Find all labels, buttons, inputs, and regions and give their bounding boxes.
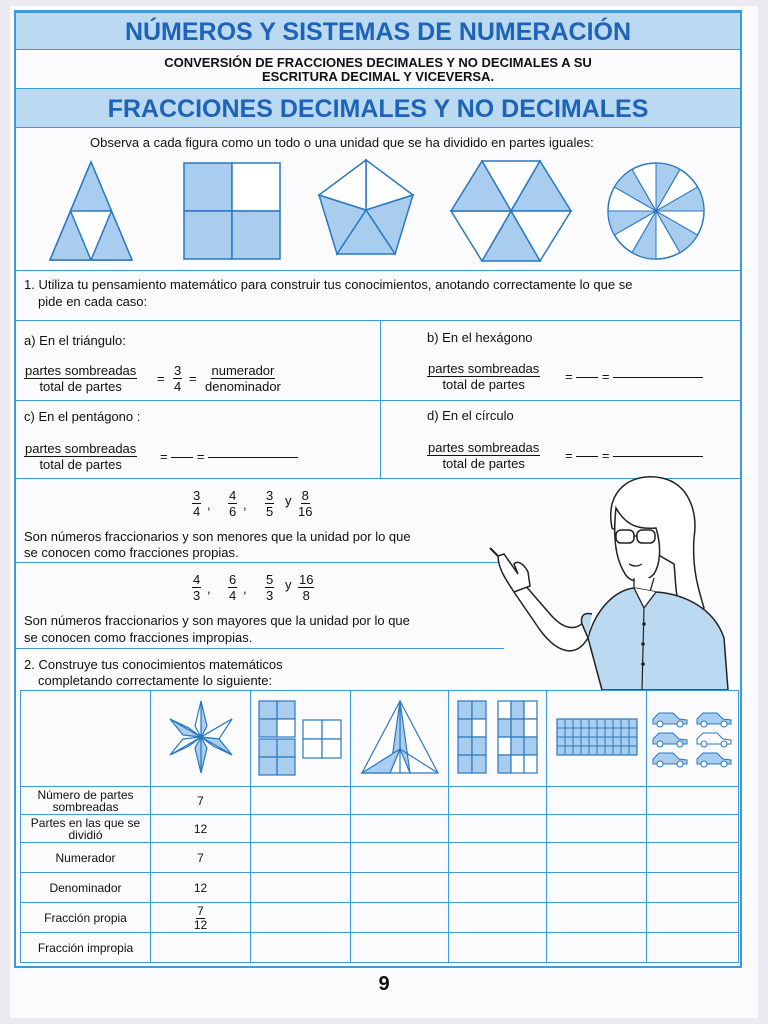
- fraction-numerator: 16: [299, 572, 314, 587]
- grid-figure-cell: [449, 691, 547, 787]
- subtitle-line-2: ESCRITURA DECIMAL Y VICEVERSA.: [261, 69, 495, 84]
- row-label-line: Número de partes: [37, 787, 134, 802]
- term-denominator: denominador: [205, 379, 281, 394]
- term-numerator: numerador: [211, 363, 275, 378]
- equals-sign: =: [157, 371, 165, 386]
- case-c-label: c) En el pentágono :: [24, 409, 141, 424]
- answer-cell[interactable]: [351, 903, 449, 933]
- example-denominator-value: 12: [151, 873, 251, 903]
- answer-cell[interactable]: [351, 815, 449, 843]
- proper-fraction-2: [228, 488, 237, 519]
- ratio-denominator: total de partes: [442, 456, 525, 471]
- answer-cell[interactable]: [351, 843, 449, 873]
- fraction-denominator: 4: [193, 504, 201, 519]
- fraction-denominator: 8: [302, 588, 310, 603]
- star-figure: [163, 699, 239, 775]
- answer-cell[interactable]: [151, 933, 251, 963]
- answer-cell[interactable]: [449, 843, 547, 873]
- exercise2-prompt-line1: 2. Construye tus conocimientos matemáticos: [24, 657, 283, 672]
- answer-cell[interactable]: [251, 873, 351, 903]
- fraction-denominator: 4: [174, 379, 182, 394]
- row-label-line: Partes en las que se: [30, 815, 141, 830]
- pyramid-figure: [360, 699, 440, 775]
- answer-cell[interactable]: [251, 787, 351, 815]
- ratio-denominator: total de partes: [39, 379, 122, 394]
- answer-cell[interactable]: [647, 933, 739, 963]
- answer-cell[interactable]: [251, 843, 351, 873]
- table-row: [21, 873, 739, 903]
- fraction-denominator: 12: [193, 917, 208, 932]
- fraction-denominator: 3: [266, 588, 274, 603]
- case-c-answer-blanks[interactable]: = =: [160, 449, 298, 464]
- answer-cell[interactable]: [547, 843, 647, 873]
- fraction-numerator: 3: [174, 363, 182, 378]
- answer-cell[interactable]: [251, 903, 351, 933]
- divider: [16, 562, 504, 563]
- improper-fraction-2: [228, 572, 237, 603]
- intro-instruction: Observa a cada figura como un todo o una unidad que se ha dividido en partes iguales:: [90, 135, 594, 150]
- row-label-improper: Fracción impropia: [21, 933, 151, 963]
- connector-y: y: [285, 493, 292, 508]
- row-label-line: sombreadas: [52, 799, 119, 814]
- case-a-fraction: [173, 363, 182, 394]
- case-b-label: b) En el hexágono: [427, 330, 533, 345]
- table-row: [21, 787, 739, 815]
- pentagon-figure: [317, 158, 415, 258]
- improper-fraction-3: [265, 572, 274, 603]
- row-label-parts: [21, 815, 151, 843]
- case-a-ratio: [24, 363, 137, 394]
- squares-figure-cell: [251, 691, 351, 787]
- improper-line-1: Son números fraccionarios y son mayores que la unidad por lo que: [24, 613, 410, 628]
- comma: ,: [207, 581, 211, 596]
- proper-fraction-4: [298, 488, 312, 519]
- answer-cell[interactable]: [547, 903, 647, 933]
- divider: [16, 648, 504, 649]
- square-figure: [183, 162, 281, 260]
- comma: ,: [207, 497, 211, 512]
- squares-figure: [257, 699, 345, 775]
- fraction-numerator: 3: [193, 488, 201, 503]
- proper-line-1: Son números fraccionarios y son menores que la unidad por lo que: [24, 529, 411, 544]
- main-title: NÚMEROS Y SISTEMAS DE NUMERACIÓN: [16, 12, 740, 50]
- page-number: 9: [378, 973, 390, 995]
- answer-cell[interactable]: [251, 815, 351, 843]
- ratio-denominator: total de partes: [39, 457, 122, 472]
- fraction-numerator: 5: [266, 572, 274, 587]
- row-label-shaded: [21, 787, 151, 815]
- star-figure-cell: [151, 691, 251, 787]
- example-proper-fraction: [151, 903, 251, 933]
- row-label-line: dividió: [68, 827, 103, 842]
- answer-cell[interactable]: [547, 787, 647, 815]
- comma: ,: [243, 497, 247, 512]
- answer-cell[interactable]: [547, 873, 647, 903]
- subtitle-line-1: CONVERSIÓN DE FRACCIONES DECIMALES Y NO DECIMALES A SU: [164, 55, 592, 70]
- answer-cell[interactable]: [449, 903, 547, 933]
- answer-cell[interactable]: [547, 815, 647, 843]
- fraction-numerator: 8: [301, 488, 309, 503]
- cars-figure-cell: [647, 691, 739, 787]
- fraction-numerator: 4: [193, 572, 201, 587]
- answer-cell[interactable]: [647, 787, 739, 815]
- answer-cell[interactable]: [351, 933, 449, 963]
- ratio-numerator: partes sombreadas: [25, 441, 137, 456]
- circle-figure: [606, 161, 706, 261]
- cars-figure: [651, 707, 735, 767]
- fraction: [194, 905, 207, 932]
- rectangle-grid-figure: [555, 717, 639, 757]
- fraction-numerator: 4: [229, 488, 237, 503]
- fraction-numerator: 6: [229, 572, 237, 587]
- fraction-denominator: 5: [266, 504, 274, 519]
- row-label-denominator: Denominador: [21, 873, 151, 903]
- proper-fraction-1: [192, 488, 201, 519]
- case-d-label: d) En el círculo: [427, 408, 514, 423]
- ratio-denominator: total de partes: [442, 377, 525, 392]
- exercise1-prompt-line1: 1. Utiliza tu pensamiento matemático para construir tus conocimientos, anotando correctamente lo que se: [24, 277, 633, 292]
- pyramid-figure-cell: [351, 691, 449, 787]
- case-a-label: a) En el triángulo:: [24, 333, 126, 348]
- improper-fraction-1: [192, 572, 201, 603]
- exercise2-prompt-line2: completando correctamente lo siguiente:: [38, 673, 273, 688]
- answer-cell[interactable]: [351, 787, 449, 815]
- answer-cell[interactable]: [449, 815, 547, 843]
- proper-line-2: se conocen como fracciones propias.: [24, 545, 239, 560]
- fraction-denominator: 4: [229, 588, 237, 603]
- example-parts-value: 12: [151, 815, 251, 843]
- answer-cell[interactable]: [449, 933, 547, 963]
- fraction-denominator: 16: [298, 504, 313, 519]
- table-row: [21, 933, 739, 963]
- table-row: [21, 815, 739, 843]
- ratio-numerator: partes sombreadas: [428, 361, 540, 376]
- improper-fraction-4: [298, 572, 314, 603]
- hexagon-figure: [449, 160, 573, 262]
- case-b-ratio: [427, 361, 540, 392]
- fraction-denominator: 3: [193, 588, 201, 603]
- answer-cell[interactable]: [449, 787, 547, 815]
- improper-line-2: se conocen como fracciones impropias.: [24, 630, 253, 645]
- exercise2-table: [20, 690, 739, 963]
- table-row: [21, 843, 739, 873]
- comma: ,: [243, 581, 247, 596]
- empty-cell: [21, 691, 151, 787]
- divider: [16, 270, 740, 271]
- answer-cell[interactable]: [351, 873, 449, 903]
- divider: [16, 320, 740, 321]
- triangle-figure: [48, 160, 134, 262]
- case-a-terms: [205, 363, 281, 394]
- equals-sign: =: [189, 371, 197, 386]
- example-numerator-value: 7: [151, 843, 251, 873]
- divider-vertical: [380, 320, 381, 478]
- section-title: FRACCIONES DECIMALES Y NO DECIMALES: [16, 88, 740, 128]
- example-shaded-value: 7: [151, 787, 251, 815]
- answer-cell[interactable]: [647, 873, 739, 903]
- answer-cell[interactable]: [647, 843, 739, 873]
- case-c-ratio: [24, 441, 137, 472]
- case-b-answer-blanks[interactable]: = =: [565, 369, 703, 384]
- exercise1-prompt-line2: pide en cada caso:: [38, 294, 148, 309]
- proper-fraction-3: [265, 488, 274, 519]
- teacher-illustration: [484, 468, 736, 690]
- answer-cell[interactable]: [647, 903, 739, 933]
- fraction-numerator: 3: [266, 488, 274, 503]
- grid-figure: [456, 699, 540, 775]
- row-label-proper: Fracción propia: [21, 903, 151, 933]
- case-d-ratio: [427, 440, 540, 471]
- answer-cell[interactable]: [547, 933, 647, 963]
- rectangle-grid-figure-cell: [547, 691, 647, 787]
- case-d-answer-blanks[interactable]: = =: [565, 448, 703, 463]
- answer-cell[interactable]: [251, 933, 351, 963]
- answer-cell[interactable]: [449, 873, 547, 903]
- ratio-numerator: partes sombreadas: [428, 440, 540, 455]
- row-label-numerator: Numerador: [21, 843, 151, 873]
- connector-y: y: [285, 577, 292, 592]
- answer-cell[interactable]: [647, 815, 739, 843]
- fraction-numerator: 7: [197, 903, 204, 918]
- ratio-numerator: partes sombreadas: [25, 363, 137, 378]
- table-row: [21, 903, 739, 933]
- divider: [16, 400, 740, 401]
- fraction-denominator: 6: [229, 504, 237, 519]
- figures-row: [21, 691, 739, 787]
